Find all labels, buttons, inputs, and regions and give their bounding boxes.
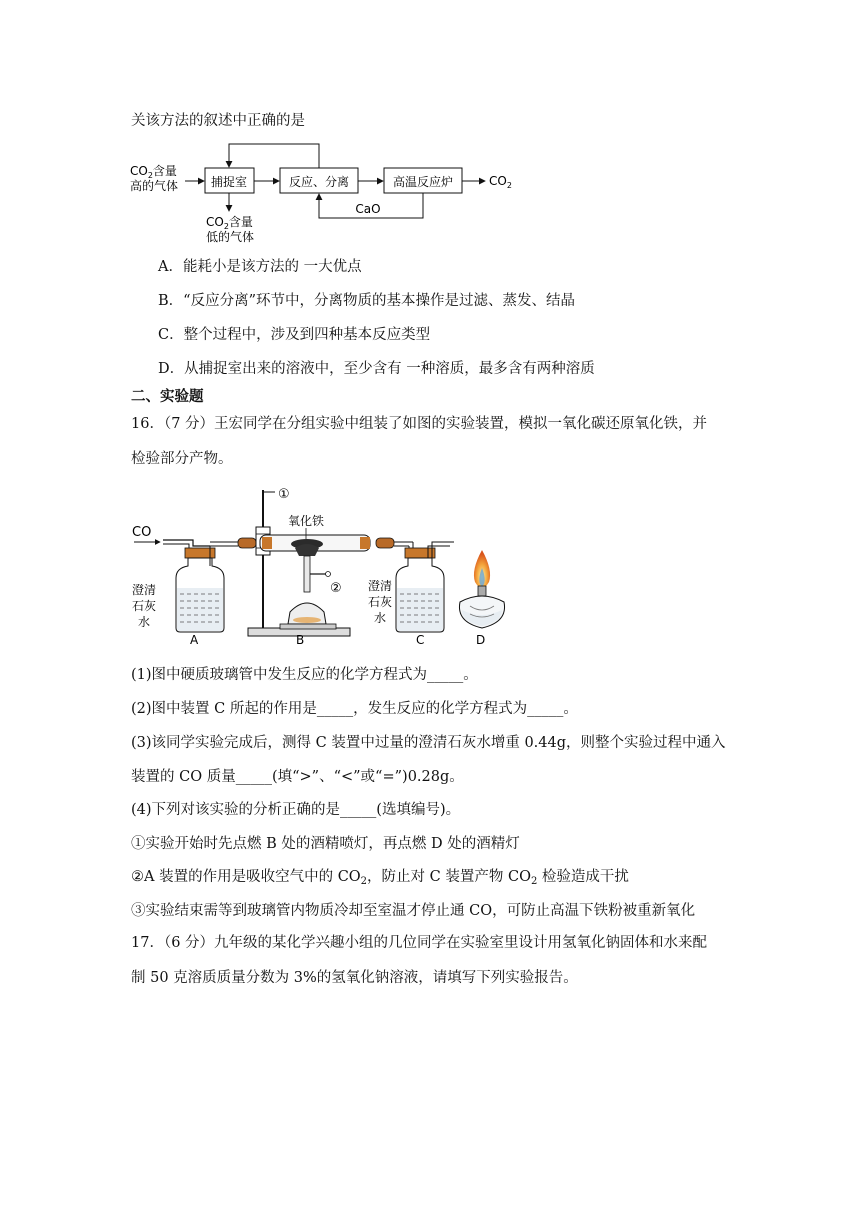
- bottle-c-label-3: 水: [374, 611, 387, 625]
- alcohol-lamp: [459, 550, 504, 628]
- label-b: B: [296, 633, 305, 647]
- q16-sub4: (4)下列对该实验的分析正确的是_____(选填编号)。: [131, 802, 461, 818]
- label-d: D: [476, 633, 486, 647]
- iron-oxide-label: 氧化铁: [288, 514, 325, 528]
- mark-1: ①: [278, 487, 290, 502]
- q16-sub2: (2)图中装置 C 所起的作用是_____，发生反应的化学方程式为_____。: [131, 701, 578, 717]
- q16-sub1: (1)图中硬质玻璃管中发生反应的化学方程式为_____。: [131, 667, 478, 683]
- q15-option-a: A．能耗小是该方法的 一大优点: [158, 259, 362, 275]
- q17-line2: 制 50 克溶质质量分数为 3%的氢氧化钠溶液，请填写下列实验报告。: [131, 970, 578, 986]
- bottle-a-label-2: 石灰: [132, 599, 157, 613]
- q15-option-c: C．整个过程中，涉及到四种基本反应类型: [158, 327, 431, 343]
- section-title: 二、实验题: [131, 389, 204, 405]
- bottle-a-label-3: 水: [138, 615, 151, 629]
- q16-choice2: ②A 装置的作用是吸收空气中的 $CO_2$，防止对 C 装置产物 $CO_2$ 检验造成干扰: [131, 869, 629, 887]
- q16-line1: 16．（7 分）王宏同学在分组实验中组装了如图的实验装置，模拟一氧化碳还原氧化铁，并: [131, 416, 708, 432]
- co-inlet-label: CO: [132, 525, 152, 540]
- q16-sub3-line2: 装置的 CO 质量_____(填“>”、“<”或“=”)0.28g。: [131, 769, 464, 785]
- q15-stem-tail: 关该方法的叙述中正确的是: [131, 113, 305, 129]
- q17-line1: 17．（6 分）九年级的某化学兴趣小组的几位同学在实验室里设计用氢氧化钠固体和水来配: [131, 935, 708, 951]
- q16-choice1: ①实验开始时先点燃 B 处的酒精喷灯，再点燃 D 处的酒精灯: [131, 836, 520, 852]
- q15-option-d: D．从捕捉室出来的溶液中，至少含有 一种溶质，最多含有两种溶质: [158, 361, 595, 377]
- input-gas-label-line2: 高的气体: [130, 179, 179, 193]
- output-low-gas-label-line2: 低的气体: [206, 230, 255, 244]
- bottle-c-label-2: 石灰: [368, 595, 393, 609]
- bottle-a: [163, 540, 242, 632]
- capture-chamber-label: 捕捉室: [210, 175, 248, 189]
- output-low-gas-label: $CO_2$含量: [206, 215, 253, 231]
- reaction-separation-label: 反应、分离: [288, 175, 350, 189]
- co-reduction-apparatus: [130, 482, 510, 647]
- mark-2: ②: [330, 581, 342, 596]
- bottle-c: [394, 542, 454, 632]
- input-gas-label: $CO_2$含量: [130, 164, 177, 180]
- bottle-c-label-1: 澄清: [368, 579, 393, 593]
- q15-option-b: B．“反应分离”环节中，分离物质的基本操作是过滤、蒸发、结晶: [158, 293, 575, 309]
- recycle-label: CaO: [355, 202, 381, 216]
- furnace-label: 高温反应炉: [392, 175, 454, 189]
- label-a: A: [190, 633, 199, 647]
- label-c: C: [416, 633, 425, 647]
- q16-choice3: ③实验结束需等到玻璃管内物质冷却至室温才停止通 CO，可防止高温下铁粉被重新氧化: [131, 903, 696, 919]
- q16-line2: 检验部分产物。: [131, 451, 233, 467]
- blast-burner: [280, 544, 336, 629]
- product-label: $CO_2$: [489, 174, 512, 190]
- co2-capture-flow-diagram: [128, 136, 528, 246]
- q16-sub3-line1: (3)该同学实验完成后，测得 C 装置中过量的澄清石灰水增重 0.44g，则整个实验过程中通入: [131, 735, 726, 751]
- bottle-a-label-1: 澄清: [132, 583, 157, 597]
